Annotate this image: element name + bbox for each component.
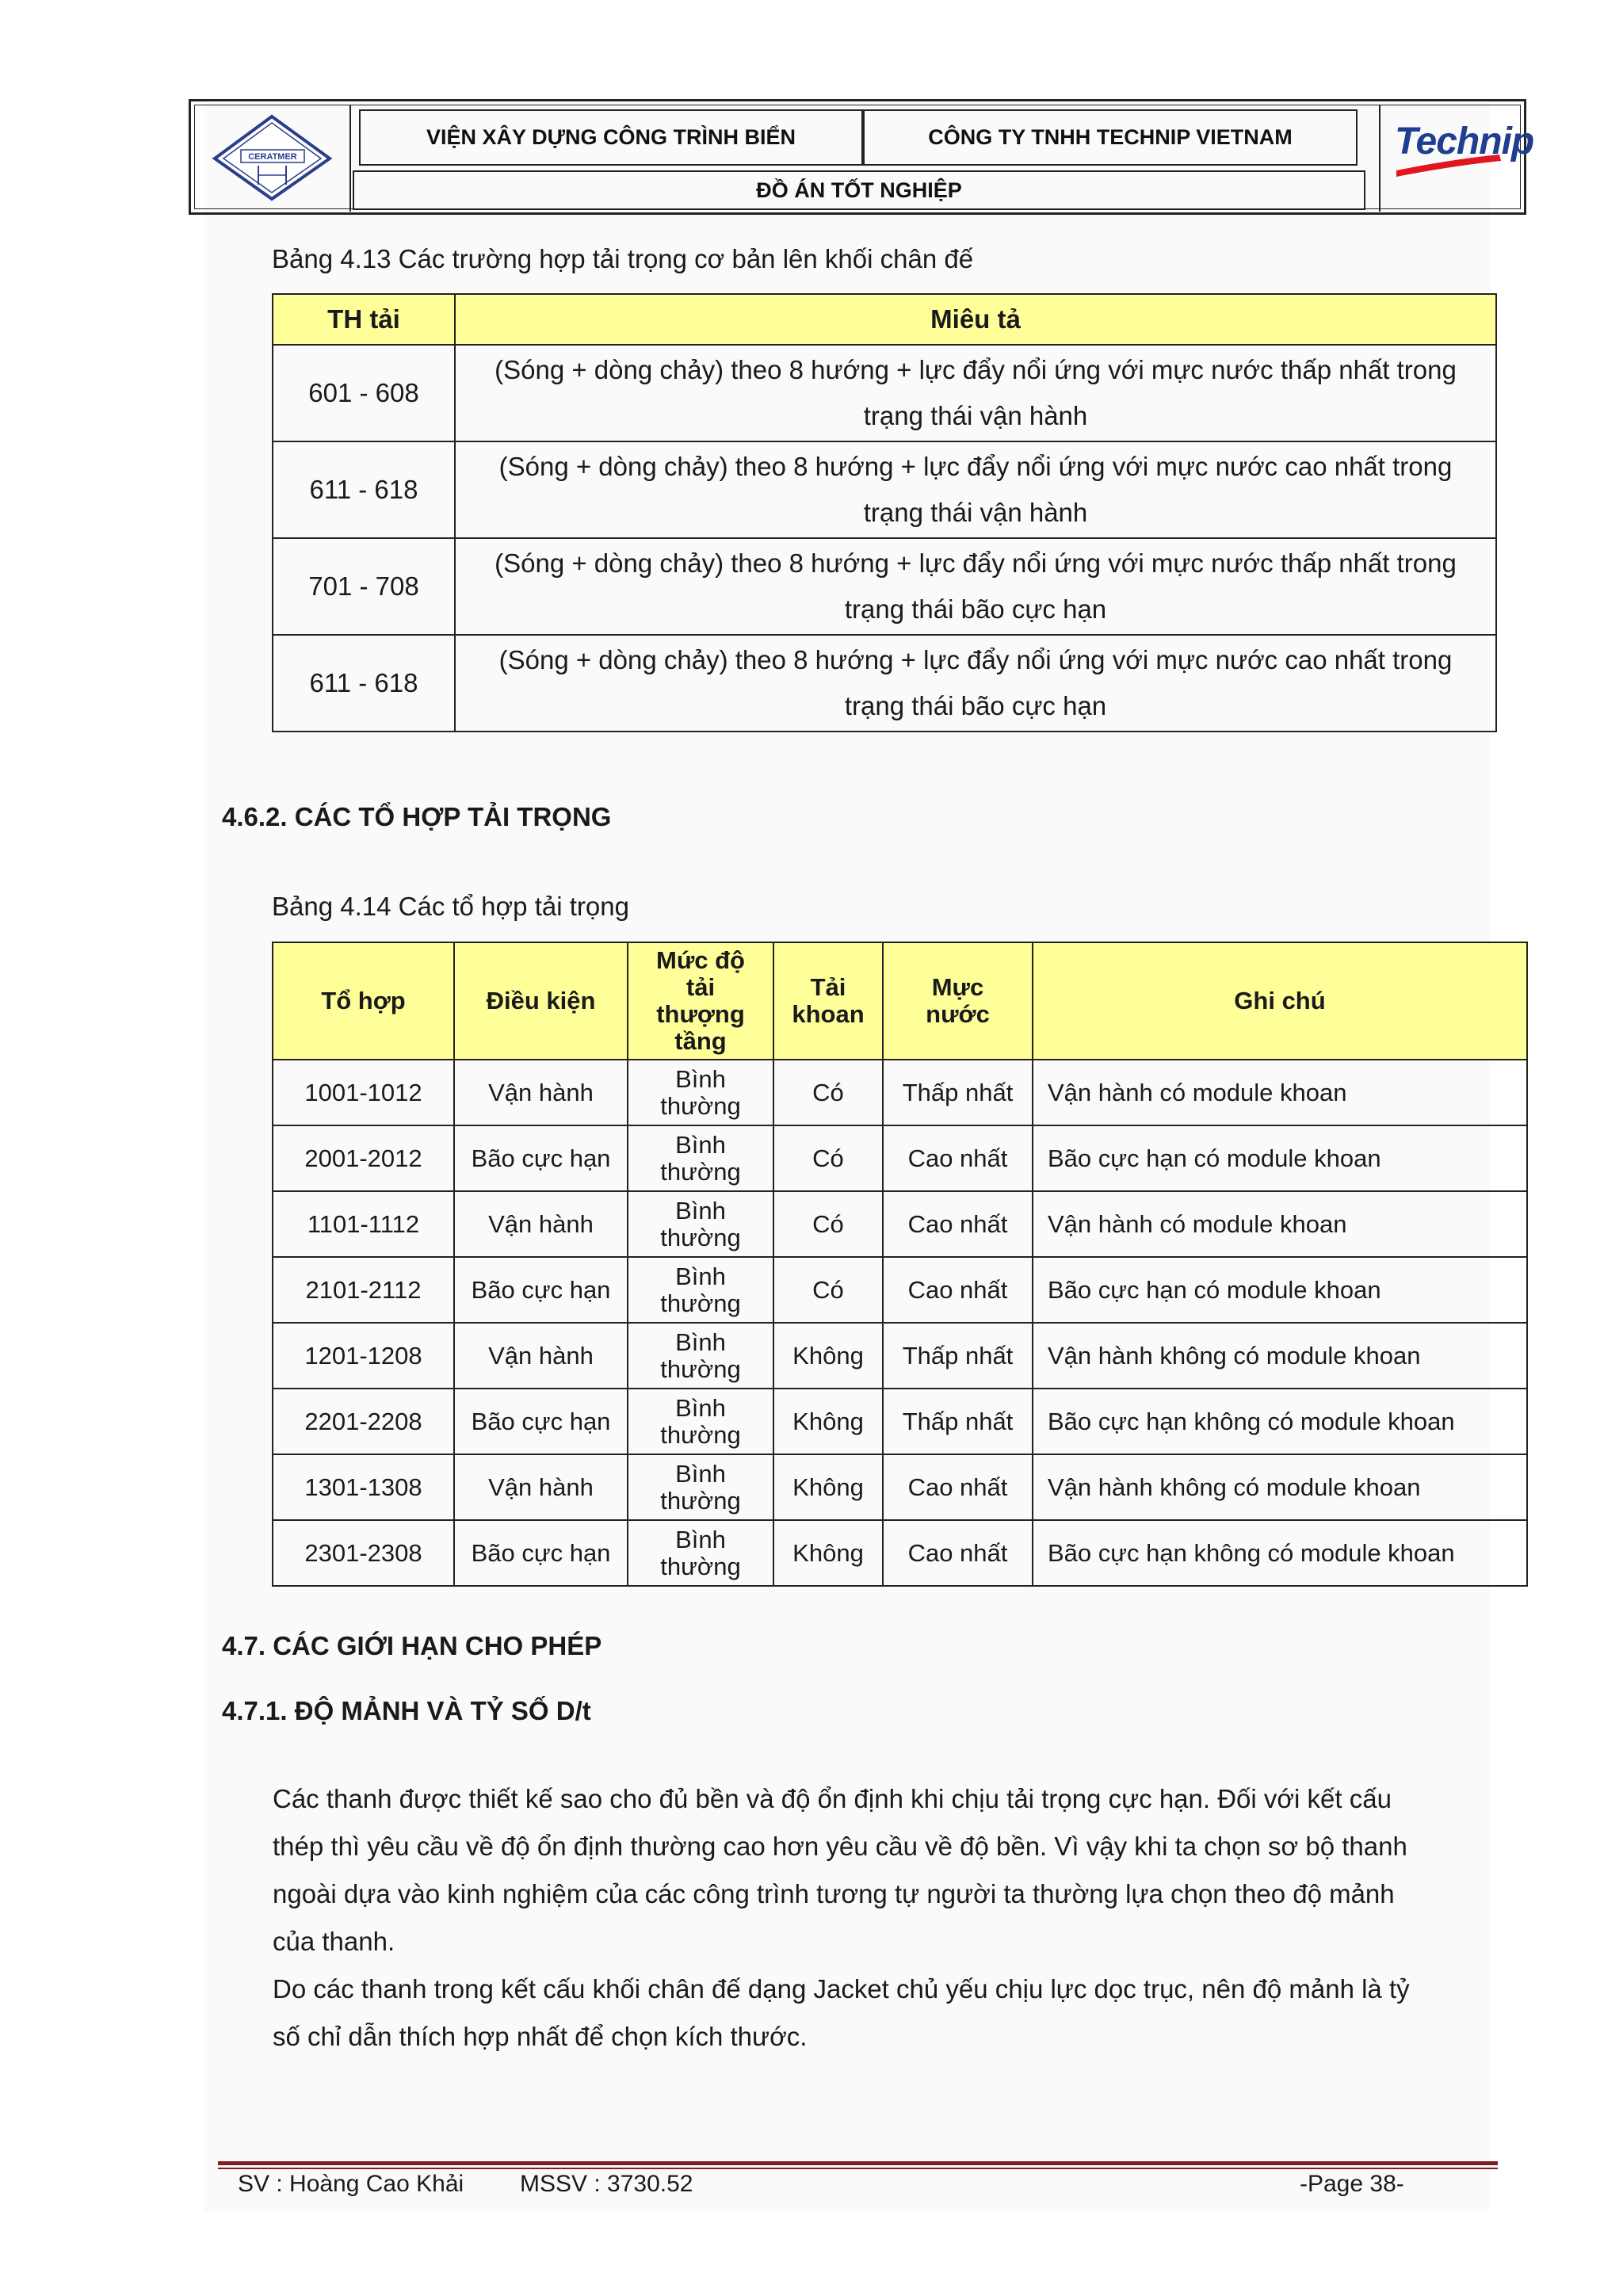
load-case-code: 611 - 618 <box>273 441 455 538</box>
note-cell: Vận hành có module khoan <box>1033 1191 1527 1257</box>
water-level-cell: Thấp nhất <box>883 1389 1033 1454</box>
note-cell: Bão cực hạn không có module khoan <box>1033 1389 1527 1454</box>
table-row <box>273 538 1496 635</box>
topside-load-cell: Bình thường <box>628 1125 773 1191</box>
table-4-14-caption: Bảng 4.14 Các tổ hợp tải trọng <box>272 892 629 921</box>
condition-cell: Vận hành <box>454 1454 628 1520</box>
ceratmer-logo-icon <box>195 105 349 212</box>
footer-student-id: MSSV : 3730.52 <box>520 2171 693 2197</box>
water-level-cell: Cao nhất <box>883 1520 1033 1586</box>
paragraph-line: thép thì yêu cầu về độ ổn định thường cao hơn yêu cầu về độ bền. Vì vậy khi ta chọn sơ bộ thanh <box>273 1832 1407 1861</box>
footer-student-name: SV : Hoàng Cao Khải <box>238 2171 464 2197</box>
drilling-load-cell: Có <box>773 1060 883 1125</box>
drilling-load-cell: Có <box>773 1125 883 1191</box>
note-cell: Vận hành không có module khoan <box>1033 1323 1527 1389</box>
paragraph-line: của thanh. <box>273 1927 395 1956</box>
paragraph-line: số chỉ dẫn thích hợp nhất để chọn kích thước. <box>273 2022 808 2051</box>
column-header-condition: Điều kiện <box>454 942 628 1060</box>
technip-logo-text: Technip <box>1395 120 1534 162</box>
column-header-note: Ghi chú <box>1033 942 1527 1060</box>
condition-cell: Vận hành <box>454 1191 628 1257</box>
table-row <box>273 635 1496 732</box>
technip-logo <box>1379 105 1534 212</box>
column-header-load-case: TH tải <box>273 294 455 345</box>
drilling-load-cell: Không <box>773 1454 883 1520</box>
load-case-description: (Sóng + dòng chảy) theo 8 hướng + lực đẩy nổi ứng với mực nước thấp nhất trong trạng thái vận hành <box>455 345 1496 441</box>
table-header-row <box>273 942 1527 1060</box>
table-row <box>273 1257 1527 1323</box>
column-header-water-level: Mực nước <box>883 942 1033 1060</box>
paragraph-line: ngoài dựa vào kinh nghiệm của các công trình tương tự người ta thường lựa chọn theo độ mảnh <box>273 1879 1395 1908</box>
drilling-load-cell: Có <box>773 1191 883 1257</box>
load-case-description: (Sóng + dòng chảy) theo 8 hướng + lực đẩy nổi ứng với mực nước cao nhất trong trạng thái vận hành <box>455 441 1496 538</box>
paragraph-line: Do các thanh trong kết cấu khối chân đế dạng Jacket chủ yếu chịu lực dọc trục, nên độ mảnh là tỷ <box>273 1974 1410 2004</box>
drilling-load-cell: Có <box>773 1257 883 1323</box>
paragraph-line: Các thanh được thiết kế sao cho đủ bền và độ ổn định khi chịu tải trọng cực hạn. Đối với kết cấu <box>273 1784 1392 1813</box>
header-inner-frame <box>194 105 1534 209</box>
technip-swoosh-icon <box>1381 105 1520 212</box>
topside-load-cell: Bình thường <box>628 1323 773 1389</box>
table-row <box>273 1323 1527 1389</box>
topside-load-cell: Bình thường <box>628 1520 773 1586</box>
water-level-cell: Cao nhất <box>883 1454 1033 1520</box>
document-header <box>189 99 1534 215</box>
water-level-cell: Cao nhất <box>883 1257 1033 1323</box>
footer-page-number: -Page 38- <box>1300 2171 1404 2197</box>
combination-code: 1201-1208 <box>273 1323 454 1389</box>
ceratmer-logo <box>195 105 351 212</box>
table-row <box>273 441 1496 538</box>
combination-code: 2201-2208 <box>273 1389 454 1454</box>
combination-code: 2001-2012 <box>273 1125 454 1191</box>
table-row <box>273 1125 1527 1191</box>
load-case-code: 701 - 708 <box>273 538 455 635</box>
section-heading-4-7-1: 4.7.1. ĐỘ MẢNH VÀ TỶ SỐ D/t <box>222 1696 591 1725</box>
drilling-load-cell: Không <box>773 1520 883 1586</box>
condition-cell: Bão cực hạn <box>454 1520 628 1586</box>
table-row <box>273 1191 1527 1257</box>
condition-cell: Bão cực hạn <box>454 1257 628 1323</box>
water-level-cell: Thấp nhất <box>883 1060 1033 1125</box>
topside-load-cell: Bình thường <box>628 1257 773 1323</box>
load-case-description: (Sóng + dòng chảy) theo 8 hướng + lực đẩy nổi ứng với mực nước thấp nhất trong trạng thái bão cực hạn <box>455 538 1496 635</box>
table-row <box>273 1389 1527 1454</box>
footer-rule-thick <box>218 2161 1498 2165</box>
table-row <box>273 1520 1527 1586</box>
topside-load-cell: Bình thường <box>628 1191 773 1257</box>
section-heading-4-7: 4.7. CÁC GIỚI HẠN CHO PHÉP <box>222 1631 602 1660</box>
load-case-code: 611 - 618 <box>273 635 455 732</box>
table-row <box>273 345 1496 441</box>
header-project-title: ĐỒ ÁN TỐT NGHIỆP <box>353 170 1365 210</box>
combination-code: 1301-1308 <box>273 1454 454 1520</box>
combination-code: 1101-1112 <box>273 1191 454 1257</box>
note-cell: Vận hành không có module khoan <box>1033 1454 1527 1520</box>
ceratmer-logo-text: CERATMER <box>248 152 297 162</box>
table-4-13-caption: Bảng 4.13 Các trường hợp tải trọng cơ bản lên khối chân đế <box>272 244 974 273</box>
condition-cell: Bão cực hạn <box>454 1125 628 1191</box>
topside-load-cell: Bình thường <box>628 1454 773 1520</box>
water-level-cell: Thấp nhất <box>883 1323 1033 1389</box>
table-header-row <box>273 294 1496 345</box>
column-header-description: Miêu tả <box>455 294 1496 345</box>
header-company: CÔNG TY TNHH TECHNIP VIETNAM <box>863 109 1358 166</box>
condition-cell: Bão cực hạn <box>454 1389 628 1454</box>
note-cell: Bão cực hạn không có module khoan <box>1033 1520 1527 1586</box>
load-case-description: (Sóng + dòng chảy) theo 8 hướng + lực đẩy nổi ứng với mực nước cao nhất trong trạng thái bão cực hạn <box>455 635 1496 732</box>
table-row <box>273 1060 1527 1125</box>
water-level-cell: Cao nhất <box>883 1125 1033 1191</box>
topside-load-cell: Bình thường <box>628 1389 773 1454</box>
section-heading-4-6-2: 4.6.2. CÁC TỔ HỢP TẢI TRỌNG <box>222 802 612 831</box>
combination-code: 2301-2308 <box>273 1520 454 1586</box>
column-header-topside-load: Mức độ tải thượng tầng <box>628 942 773 1060</box>
load-combination-table <box>272 942 1528 1587</box>
load-case-table <box>272 293 1497 732</box>
note-cell: Bão cực hạn có module khoan <box>1033 1257 1527 1323</box>
water-level-cell: Cao nhất <box>883 1191 1033 1257</box>
column-header-combination: Tổ hợp <box>273 942 454 1060</box>
load-case-code: 601 - 608 <box>273 345 455 441</box>
header-institute: VIỆN XÂY DỰNG CÔNG TRÌNH BIỂN <box>359 109 863 166</box>
drilling-load-cell: Không <box>773 1323 883 1389</box>
table-row <box>273 1454 1527 1520</box>
body-paragraph <box>273 1775 1477 2061</box>
drilling-load-cell: Không <box>773 1389 883 1454</box>
condition-cell: Vận hành <box>454 1060 628 1125</box>
combination-code: 1001-1012 <box>273 1060 454 1125</box>
note-cell: Bão cực hạn có module khoan <box>1033 1125 1527 1191</box>
topside-load-cell: Bình thường <box>628 1060 773 1125</box>
footer-rule-thin <box>218 2168 1498 2169</box>
note-cell: Vận hành có module khoan <box>1033 1060 1527 1125</box>
combination-code: 2101-2112 <box>273 1257 454 1323</box>
condition-cell: Vận hành <box>454 1323 628 1389</box>
column-header-drilling-load: Tải khoan <box>773 942 883 1060</box>
